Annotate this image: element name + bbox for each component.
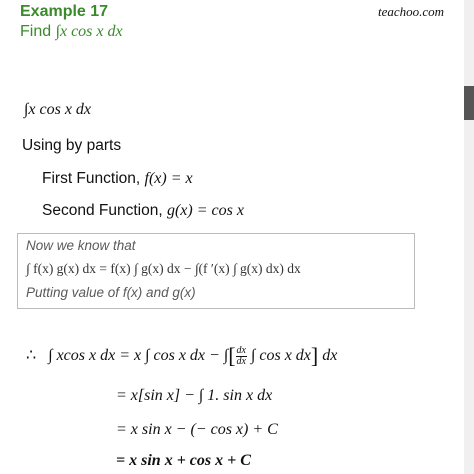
- step1-left: ∫ xcos x dx = x ∫ cos x dx − ∫: [48, 347, 229, 364]
- step1-right: ∫ cos x dx: [250, 347, 311, 364]
- derivative-fraction: [236, 346, 247, 367]
- note-box: [17, 233, 415, 309]
- find-expression: ∫x cos x dx: [55, 23, 123, 40]
- find-line: [20, 23, 123, 41]
- first-function-line: [42, 170, 193, 188]
- solution-step-3: = x sin x − (− cos x) + C: [116, 421, 278, 438]
- second-function-expr: g(x) = cos x: [166, 202, 244, 219]
- fraction-numerator: dx: [236, 344, 246, 356]
- second-function-line: [42, 202, 244, 220]
- first-function-expr: f(x) = x: [144, 170, 193, 187]
- example-title: Example 17: [20, 3, 109, 20]
- solution-final-answer: = x sin x + cos x + C: [116, 452, 251, 469]
- solution-step-1: [26, 343, 337, 369]
- using-by-parts: Using by parts: [22, 137, 122, 154]
- step1-tail: dx: [322, 347, 338, 364]
- therefore-symbol: ∴: [26, 347, 37, 364]
- brand-logo-text: teachoo.com: [378, 4, 445, 19]
- integral-expression: ∫x cos x dx: [24, 101, 92, 118]
- solution-step-2: = x[sin x] − ∫ 1. sin x dx: [116, 387, 273, 404]
- note-line-3: Putting value of f(x) and g(x): [26, 285, 196, 300]
- integration-by-parts-formula: ∫ f(x) g(x) dx = f(x) ∫ g(x) dx − ∫(f ′(x) ∫ g(x) dx) dx: [26, 261, 301, 276]
- find-label: Find: [20, 23, 52, 40]
- left-bracket: [: [228, 343, 236, 368]
- scrollbar[interactable]: [464, 0, 474, 474]
- second-function-label: Second Function,: [42, 202, 163, 219]
- scrollbar-thumb[interactable]: [464, 86, 474, 120]
- first-function-label: First Function,: [42, 170, 141, 187]
- note-line-1: Now we know that: [26, 238, 136, 253]
- fraction-denominator: dx: [236, 355, 246, 367]
- right-bracket: ]: [310, 343, 319, 368]
